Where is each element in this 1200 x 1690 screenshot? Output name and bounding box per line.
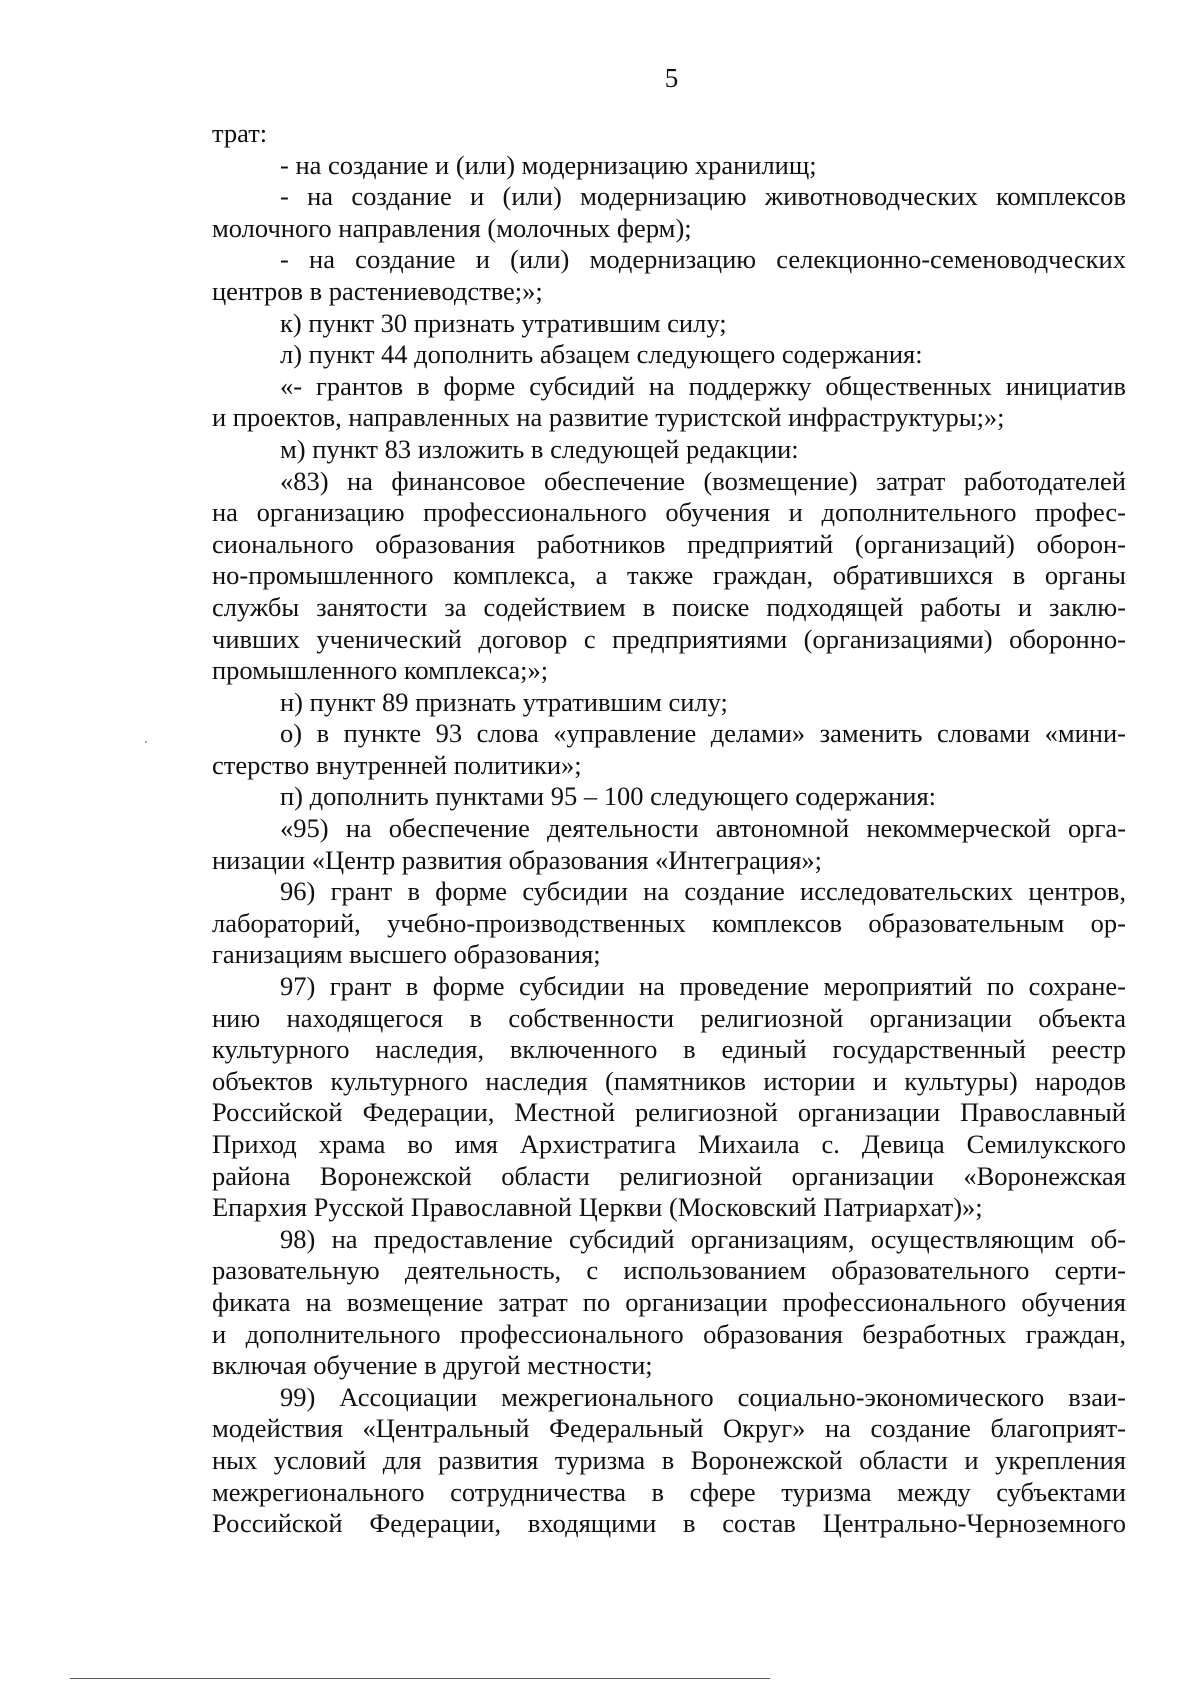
text-line: промышленного комплекса;»;	[212, 655, 549, 686]
text-line: центров в растениеводстве;»;	[212, 275, 543, 306]
text-line: разовательную деятельность, с использованием образовательного серти-	[212, 1255, 1126, 1286]
document-body	[212, 118, 1126, 1540]
text-line: сионального образования работников предприятий (организаций) оборон-	[212, 528, 1126, 559]
text-line: межрегионального сотрудничества в сфере туризма между субъектами	[212, 1476, 1126, 1507]
text-line: 96) грант в форме субсидии на создание исследовательских центров,	[280, 876, 1126, 907]
page-number: 5	[664, 63, 679, 93]
scan-speck	[145, 741, 147, 743]
text-line: включая обучение в другой местности;	[212, 1350, 653, 1381]
text-line: м) пункт 83 изложить в следующей редакции:	[280, 433, 799, 464]
text-line: службы занятости за содействием в поиске подходящей работы и заклю-	[212, 591, 1126, 622]
text-line: и проектов, направленных на развитие туристской инфраструктуры;»;	[212, 402, 1005, 433]
text-line: Российской Федерации, входящими в состав Центрально-Черноземного	[212, 1508, 1126, 1539]
text-line: 99) Ассоциации межрегионального социально-экономического взаи-	[280, 1381, 1126, 1412]
text-line: и дополнительного профессионального образования безработных граждан,	[212, 1318, 1126, 1349]
text-line: стерство внутренней политики»;	[212, 749, 582, 780]
text-line: района Воронежской области религиозной организации «Воронежская	[212, 1160, 1126, 1191]
text-line: культурного наследия, включенного в единый государственный реестр	[212, 1034, 1126, 1065]
text-line: Епархия Русской Православной Церкви (Московский Патриархат)»;	[212, 1192, 983, 1223]
text-line: трат:	[212, 118, 268, 148]
text-line: лабораторий, учебно-производственных комплексов образовательным ор-	[212, 907, 1126, 938]
text-line: 98) на предоставление субсидий организациям, осуществляющим об-	[280, 1223, 1126, 1254]
text-line: объектов культурного наследия (памятников истории и культуры) народов	[212, 1065, 1126, 1096]
text-line: «83) на финансовое обеспечение (возмещение) затрат работодателей	[280, 465, 1126, 496]
text-line: низации «Центр развития образования «Интеграция»;	[212, 844, 822, 875]
text-line: нию находящегося в собственности религиозной организации объекта	[212, 1002, 1126, 1033]
text-line: «95) на обеспечение деятельности автономной некоммерческой орга-	[280, 813, 1126, 844]
text-line: фиката на возмещение затрат по организации профессионального обучения	[212, 1286, 1126, 1317]
text-line: к) пункт 30 признать утратившим силу;	[280, 307, 727, 338]
text-line: «- грантов в форме субсидий на поддержку общественных инициатив	[280, 370, 1126, 401]
text-line: ных условий для развития туризма в Воронежской области и укрепления	[212, 1444, 1126, 1475]
text-line: Российской Федерации, Местной религиозной организации Православный	[212, 1097, 1126, 1128]
text-line: п) дополнить пунктами 95 – 100 следующего содержания:	[280, 781, 936, 812]
text-line: о) в пункте 93 слова «управление делами» заменить словами «мини-	[280, 718, 1126, 749]
text-line: н) пункт 89 признать утратившим силу;	[280, 686, 728, 717]
text-line: на организацию профессионального обучения и дополнительного профес-	[212, 497, 1126, 528]
text-line: - на создание и (или) модернизацию хранилищ;	[280, 149, 817, 180]
text-line: - на создание и (или) модернизацию животноводческих комплексов	[280, 181, 1126, 212]
text-line: но-промышленного комплекса, а также граждан, обратившихся в органы	[212, 560, 1126, 591]
text-line: модействия «Центральный Федеральный Округ» на создание благоприят-	[212, 1413, 1126, 1444]
text-line: л) пункт 44 дополнить абзацем следующего содержания:	[280, 339, 923, 370]
bottom-rule	[70, 1678, 770, 1679]
text-line: 97) грант в форме субсидии на проведение мероприятий по сохране-	[280, 971, 1126, 1002]
text-line: чивших ученический договор с предприятиями (организациями) оборонно-	[212, 623, 1126, 654]
text-line: Приход храма во имя Архистратига Михаила с. Девица Семилукского	[212, 1129, 1126, 1159]
text-line: ганизациям высшего образования;	[212, 939, 601, 970]
text-line: молочного направления (молочных ферм);	[212, 212, 692, 243]
text-line: - на создание и (или) модернизацию селекционно-семеноводческих	[280, 244, 1126, 275]
